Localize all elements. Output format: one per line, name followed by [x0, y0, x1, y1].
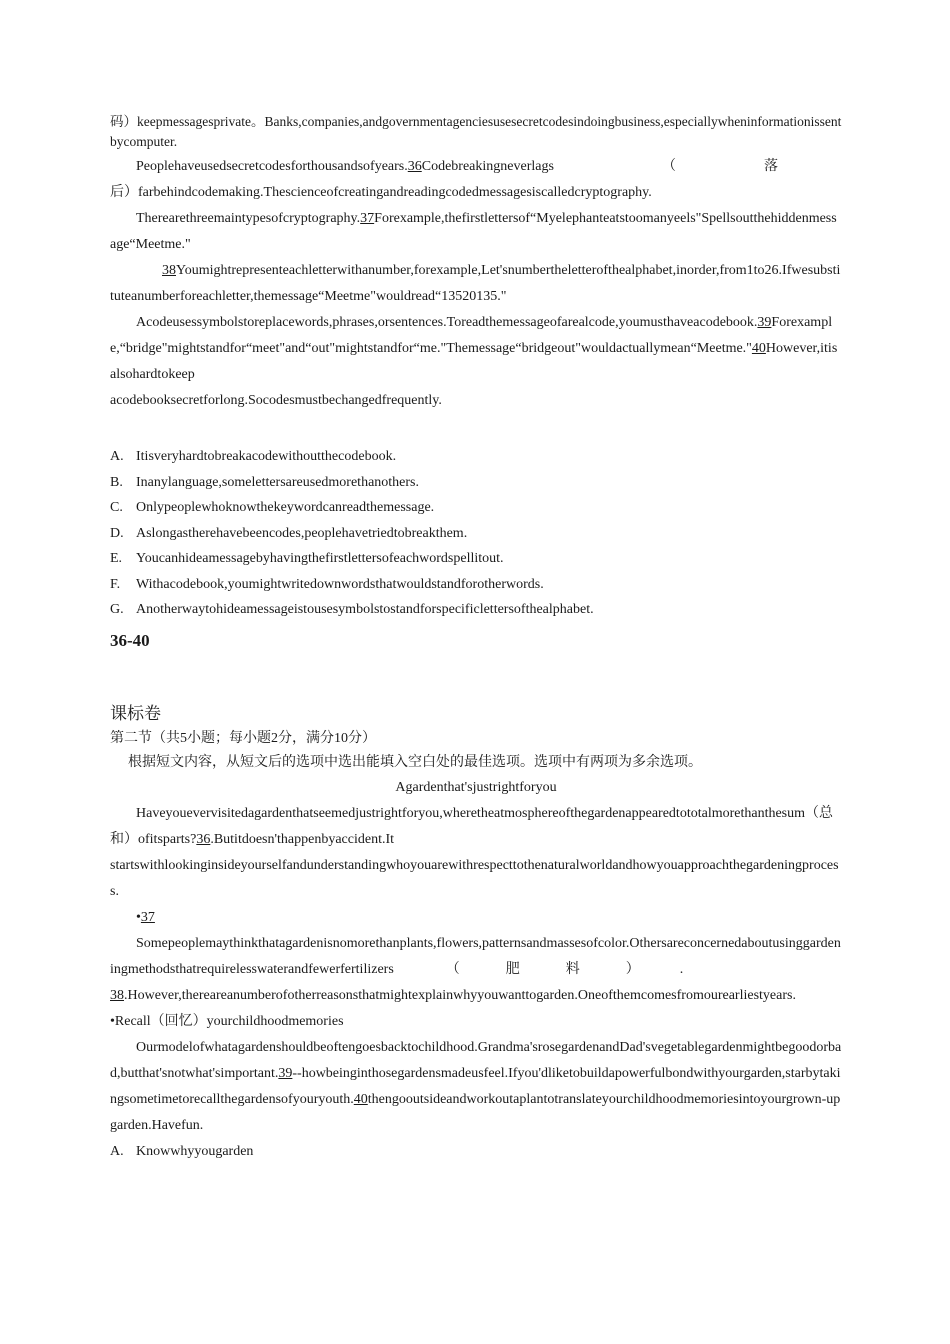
- bullet-mark: •: [136, 909, 141, 925]
- option-text: Inanylanguage,somelettersareusedmorethanothers.: [136, 474, 420, 490]
- option-g: [110, 597, 842, 623]
- option-letter: B.: [110, 474, 123, 490]
- p3-text-b: Forexample,thefirstlettersof“Myelephanteatstoomanyeels"Spellsoutthehiddenmessage“Meetme.": [110, 211, 837, 252]
- s2-p3-text-c: thengooutsideandworkoutaplantotranslateyourchildhoodmemoriesintoyourgrown-upgarden.Havefun.: [110, 1091, 841, 1133]
- option-text: Onlypeoplewhoknowthekeywordcanreadthemessage.: [136, 500, 435, 515]
- p4-text: Youmightrepresenteachletterwithanumber,forexample,Let'snumbertheletterofthealphabet,inorder,from1to26.Ifwesubstituteanumberforeachletter,themessage“Meetme"wouldread“13520135.": [110, 263, 841, 304]
- blank-40: 40: [751, 341, 766, 356]
- passage2-bullet1: [110, 905, 842, 931]
- passage2-paragraph1: [110, 801, 842, 853]
- s2-p2-text-b: .However,thereareanumberofotherreasonsthatmightexplainwhyyouwanttogarden.Oneofthemcomesfromourearliestyears.: [124, 987, 796, 1003]
- option-letter: A.: [110, 449, 124, 464]
- p2-text-a: Peoplehaveusedsecretcodesforthousandsofyears.: [136, 159, 408, 174]
- option-letter: A.: [110, 1143, 124, 1159]
- option-letter: G.: [110, 602, 124, 617]
- s2-blank-37: 37: [140, 909, 155, 925]
- s2-p3-text-a: Ourmodelofwhatagardenshouldbeoftengoesbacktochildhood.Grandma'srosegardenandDad'svegetablegardenmightbegoodorbad,butthat'snotwhat'simportant.: [110, 1039, 842, 1081]
- s2-blank-38: 38: [110, 987, 124, 1003]
- passage1-paragraph3: [110, 206, 842, 258]
- option-text: Withacodebook,youmightwritedownwordsthatwouldstandforotherwords.: [136, 576, 544, 592]
- passage2-paragraph2: [110, 931, 842, 983]
- blank-37: 37: [360, 211, 375, 226]
- s2-blank-40: 40: [353, 1091, 368, 1107]
- option-letter: D.: [110, 525, 124, 541]
- option-letter: E.: [110, 551, 123, 566]
- section-instruction: 根据短文内容，从短文后的选项中选出能填入空白处的最佳选项。选项中有两项为多余选项。: [128, 754, 702, 770]
- passage1-paragraph2: [110, 154, 842, 180]
- option-text: Knowwhyyougarden: [136, 1143, 254, 1159]
- section2-option-a: [110, 1139, 842, 1165]
- section-title: 课标卷: [110, 703, 161, 723]
- s2-p2-period: .: [679, 961, 684, 977]
- answer-range-heading: 36-40: [110, 630, 150, 650]
- p2-paren: （: [661, 159, 676, 174]
- p5-text-c: However,itisalsohardtokeep: [110, 341, 838, 382]
- passage1-paragraph5: [110, 310, 842, 388]
- s2-blank-39: 39: [278, 1065, 293, 1081]
- s2-p1-text-b: .Butitdoesn'thappenbyaccident.It: [210, 831, 395, 847]
- section-subtitle: 第二节（共5小题；每小题2分，满分10分）: [110, 730, 376, 746]
- p5-text-a: Acodeusessymbolstoreplacewords,phrases,orsentences.Toreadthemessageofarealcode,youmusthaveacodebook.: [136, 315, 758, 330]
- passage1-paragraph2-cont: 后）farbehindcodemaking.Thescienceofcreatingandreadingcodedmessagesiscalledcryptography.: [110, 185, 652, 200]
- option-f: [110, 572, 842, 598]
- option-text: Aslongastherehavebeencodes,peoplehavetriedtobreakthem.: [136, 525, 468, 541]
- passage1-paragraph5-last: acodebooksecretforlong.Socodesmustbechangedfrequently.: [110, 393, 442, 408]
- option-text: Itisveryhardtobreakacodewithoutthecodebook.: [136, 449, 397, 464]
- option-a: [110, 444, 842, 470]
- s2-p3-text-b: --howbeinginthosegardensmadeusfeel.Ifyou'dliketobuildapowerfulbondwithyourgarden,starbytakingsometimetorecallthegardensofyouryouth.: [110, 1065, 841, 1107]
- s2-blank-36: 36: [196, 831, 211, 847]
- passage1-paragraph4: [110, 258, 842, 310]
- passage2-title: Agardenthat'sjustrightforyou: [395, 779, 557, 795]
- passage2-paragraph3: [110, 1035, 842, 1139]
- options-list-1: [110, 444, 842, 623]
- option-d: [110, 521, 842, 547]
- option-c: [110, 495, 842, 521]
- p2-text-b: Codebreakingneverlags: [421, 159, 554, 174]
- passage1-line1: 码）keepmessagesprivate。Banks,companies,andgovernmentagenciesusesecretcodesindoingbusiness,especiallywheninformationissentbycomputer.: [110, 114, 842, 149]
- passage2-bullet2: •Recall（回忆）yourchildhoodmemories: [110, 1013, 344, 1029]
- option-e: [110, 546, 842, 572]
- blank-39: 39: [757, 315, 772, 330]
- s2-p2-paren: （ 肥 料 ）: [445, 961, 646, 977]
- p3-text-a: Therearethreemaintypesofcryptography.: [136, 211, 361, 226]
- blank-36: 36: [407, 159, 422, 174]
- passage2-paragraph2-cont: [110, 983, 842, 1009]
- option-text: Youcanhideamessagebyhavingthefirstlettersofeachwordspellitout.: [136, 551, 504, 566]
- s2-p1-text-a: Haveyouevervisitedagardenthatseemedjustrightforyou,wheretheatmosphereofthegardenappearedtototalmorethanthesum（总和）ofitsparts?: [110, 805, 834, 847]
- s2-p2-text-a: Somepeoplemaythinkthatagardenisnomorethanplants,flowers,patternsandmassesofcolor.Othersareconcernedaboutusinggardeningmethodsthatrequirelesswaterandfewerfertilizers: [110, 935, 841, 977]
- option-letter: C.: [110, 500, 123, 515]
- document-page: [110, 112, 842, 1164]
- passage2-paragraph1-cont: startswithlookinginsideyourselfandunderstandingwhoyouarewithrespecttothenaturalworldandhowyouapproachthegardeningprocess.: [110, 857, 839, 899]
- option-letter: F.: [110, 576, 121, 592]
- p2-cn: 落: [763, 159, 778, 174]
- option-b: [110, 470, 842, 496]
- blank-38: 38: [162, 263, 176, 278]
- p5-text-b: Forexample,“bridge"mightstandfor“meet"and“out"mightstandfor“me."Themessage“bridgeout"wouldactuallymean“Meetme.": [110, 315, 833, 356]
- option-text: Anotherwaytohideamessageistousesymbolstostandforspecificlettersofthealphabet.: [136, 602, 594, 617]
